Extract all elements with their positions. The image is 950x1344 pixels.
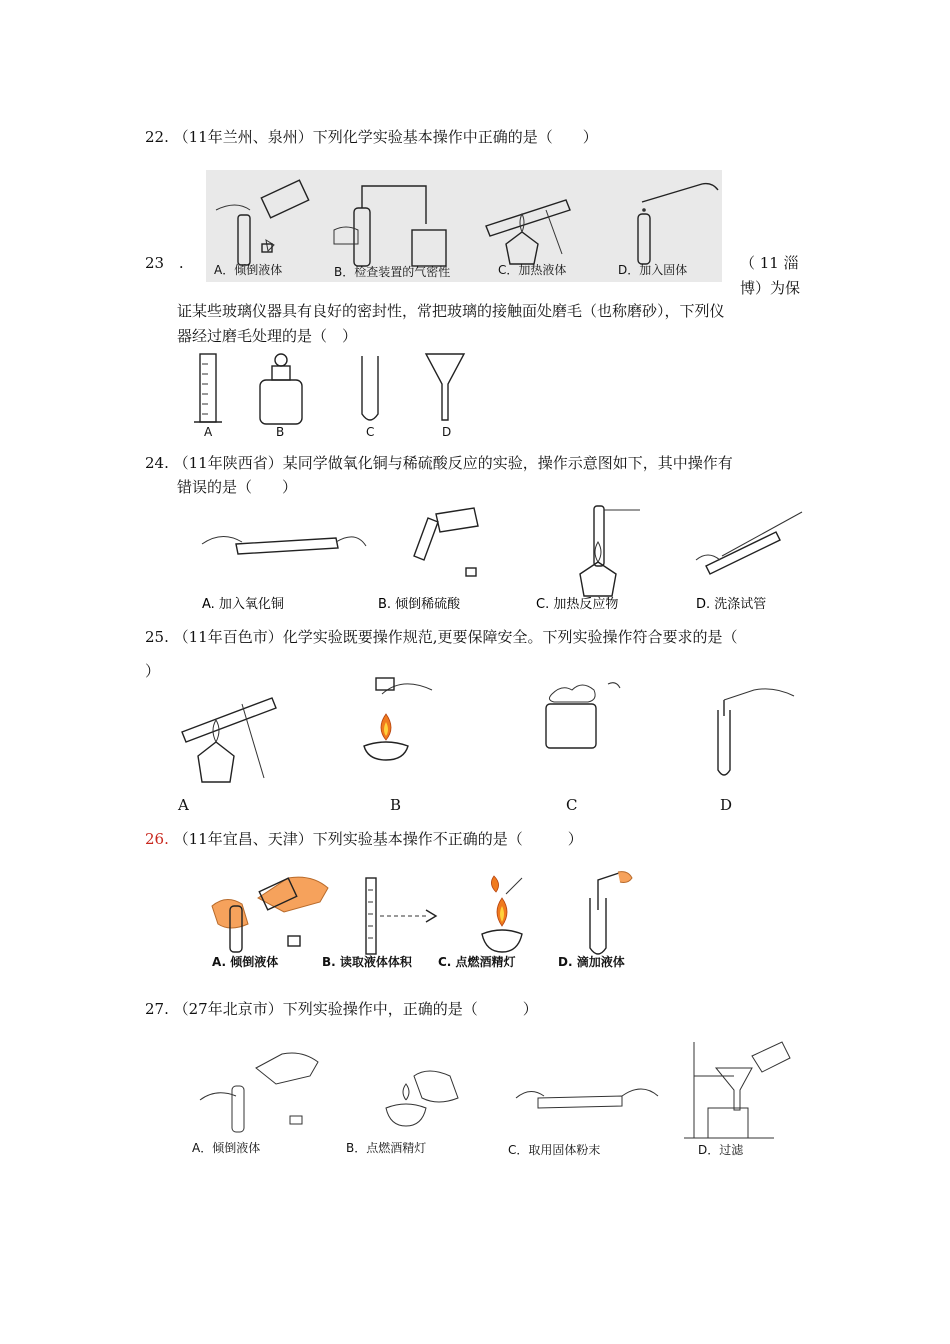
- q27-option-a: A．倾倒液体: [192, 1141, 261, 1155]
- q25-d-dropper-illustration: [718, 689, 794, 775]
- q22-figure: [206, 170, 722, 282]
- q26-illustrations: [206, 870, 646, 970]
- q22-stem: [145, 126, 598, 148]
- q27-stem: [145, 998, 538, 1020]
- q23-figure: [190, 348, 480, 440]
- q27-figure: [186, 1038, 806, 1162]
- q25-a-heating-illustration: [182, 698, 276, 782]
- q26-number: 26.: [145, 830, 169, 848]
- q23-line3: 器经过磨毛处理的是（ ）: [177, 327, 358, 345]
- q27-a-pouring-illustration: [200, 1053, 318, 1132]
- q24-line1: （11年陕西省）某同学做氧化铜与稀硫酸反应的实验，操作示意图如下，其中操作有: [173, 454, 733, 472]
- q24-figure: [196, 500, 816, 615]
- q22-option-c: C．加热液体: [498, 263, 567, 277]
- q25-option-b: B: [390, 796, 402, 814]
- q24-a-adding-copper-oxide-illustration: [202, 536, 366, 554]
- q23-option-d: D: [442, 425, 452, 439]
- q25-illustrations: [176, 664, 806, 794]
- q26-text: （11年宜昌、天津）下列实验基本操作不正确的是（ ）: [173, 830, 583, 848]
- q26-option-c: C. 点燃酒精灯: [438, 955, 516, 969]
- q26-stem: [145, 828, 583, 850]
- q24-b-pouring-acid-illustration: [414, 508, 478, 576]
- q23-c-test-tube: [362, 356, 378, 420]
- q25-figure: [176, 664, 806, 794]
- q23-instruments: [190, 348, 480, 440]
- q25-option-c: C: [566, 796, 578, 814]
- q22-number: 22.: [145, 128, 169, 146]
- q24-option-a: A. 加入氧化铜: [202, 597, 284, 612]
- q23-number: 23: [145, 254, 165, 272]
- q25-line2: ）: [145, 662, 161, 680]
- q25-option-d: D: [720, 796, 733, 814]
- q23-a-graduated-cylinder: [194, 354, 222, 422]
- q25-line1: （11年百色市）化学实验既要操作规范,更要保障安全。下列实验操作符合要求的是（: [173, 628, 738, 646]
- q25-c-smelling-illustration: [546, 683, 620, 748]
- q22-option-b: B．检查装置的气密性: [334, 265, 451, 279]
- q22-option-a: A．倾倒液体: [214, 263, 283, 277]
- q23-dot: .: [178, 254, 184, 272]
- q26-figure: [206, 870, 646, 970]
- q22-d-adding-solid-illustration: [638, 184, 718, 264]
- q22-c-heating-illustration: [486, 200, 570, 264]
- q26-option-d: D. 滴加液体: [558, 955, 625, 969]
- q22-option-d: D．加入固体: [618, 263, 688, 277]
- q26-c-lighting-lamp-illustration: [482, 876, 522, 952]
- q27-text: （27年北京市）下列实验操作中，正确的是（ ）: [173, 1000, 538, 1018]
- q24-line2: 错误的是（ ）: [177, 478, 298, 496]
- q23-source-a: （ 11 淄: [740, 254, 799, 272]
- q27-illustrations: [186, 1038, 806, 1162]
- q23-option-b: B: [276, 425, 285, 439]
- q27-number: 27.: [145, 1000, 169, 1018]
- q26-d-dropping-liquid-illustration: [590, 872, 632, 954]
- q23-option-a: A: [204, 425, 213, 439]
- q27-d-filtration-illustration: [684, 1042, 790, 1138]
- q27-option-b: B．点燃酒精灯: [346, 1141, 427, 1155]
- q26-a-pouring-illustration: [212, 877, 328, 952]
- q22-b-airtightness-illustration: [334, 186, 446, 266]
- q24-option-c: C. 加热反应物: [536, 597, 619, 612]
- q22-illustrations: [206, 170, 722, 282]
- q24-number: 24.: [145, 454, 169, 472]
- q27-option-d: D．过滤: [698, 1143, 744, 1157]
- q25-option-a: A: [178, 796, 189, 814]
- q26-option-b: B. 读取液体体积: [322, 955, 412, 969]
- q22-text: （11年兰州、泉州）下列化学实验基本操作中正确的是（ ）: [173, 128, 598, 146]
- q25-stem: [145, 626, 738, 648]
- q22-a-pouring-illustration: [216, 180, 309, 265]
- q26-option-a: A. 倾倒液体: [212, 955, 279, 969]
- q23-line2: 证某些玻璃仪器具有良好的密封性，常把玻璃的接触面处磨毛（也称磨砂），下列仪: [177, 302, 725, 320]
- q24-stem: [145, 452, 733, 474]
- q23-option-c: C: [366, 425, 375, 439]
- q25-number: 25.: [145, 628, 169, 646]
- q23-d-funnel: [426, 354, 464, 420]
- q23-b-reagent-bottle: [260, 354, 302, 424]
- q23-number-line: [145, 252, 184, 274]
- q25-b-lamp-illustration: [364, 678, 432, 760]
- q23-source-b: 博）为保: [740, 279, 801, 297]
- q27-c-powder-illustration: [516, 1089, 658, 1108]
- q26-b-reading-volume-illustration: [366, 878, 436, 954]
- q27-b-lighting-lamp-illustration: [386, 1071, 458, 1126]
- q27-option-c: C．取用固体粉末: [508, 1143, 601, 1157]
- q24-option-d: D. 洗涤试管: [696, 597, 767, 612]
- q24-d-washing-tube-illustration: [696, 512, 802, 574]
- q24-c-heating-illustration: [580, 506, 640, 596]
- q24-illustrations: [196, 500, 816, 615]
- q24-option-b: B. 倾倒稀硫酸: [378, 597, 461, 612]
